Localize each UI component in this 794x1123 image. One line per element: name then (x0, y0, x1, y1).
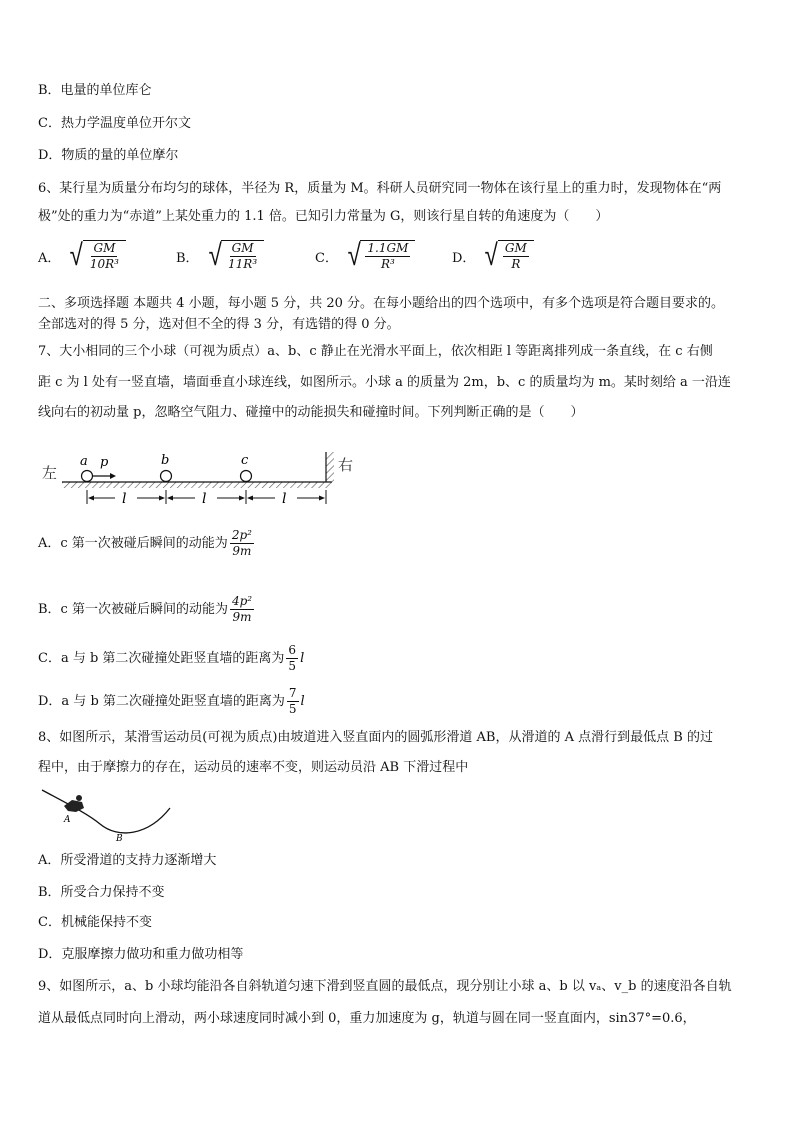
section2-heading-line1: 二、多项选择题 本题共 4 小题，每小题 5 分，共 20 分。在每小题给出的四个选项中，有多个选项是符合题目要求的。 (38, 296, 725, 311)
option-prev-b: B．电量的单位库仑 (38, 83, 152, 98)
ball-c (241, 471, 252, 482)
q6-option-c: C． √ $\frac{1.1GM}{\text{R³}}$ (315, 240, 415, 272)
q7-stem-line2: 距 c 为 l 处有一竖直墙，墙面垂直小球连线，如图所示。小球 a 的质量为 2m，b、c 的质量均为 m。某时刻给 a 一沿连 (38, 375, 731, 390)
q8-option-a: A．所受滑道的支持力逐渐增大 (38, 853, 217, 868)
momentum-label: p (100, 455, 109, 470)
q7-stem-line3: 线向右的初动量 p，忽略空气阻力、碰撞中的动能损失和碰撞时间。下列判断正确的是（ ） (38, 405, 584, 420)
q8-option-d: D．克服摩擦力做功和重力做功相等 (38, 947, 244, 962)
ball-b-label: b (161, 453, 170, 468)
spacing-label-1: l (122, 491, 127, 507)
q7-fig-left-label: 左 (42, 464, 58, 482)
q8-stem-line1: 8、如图所示，某滑雪运动员(可视为质点)由坡道进入竖直面内的圆弧形滑道 AB，从滑道的 A 点滑行到最低点 B 的过 (38, 730, 713, 745)
spacing-label-3: l (282, 491, 287, 507)
q8-figure-ski-slope (38, 784, 178, 842)
q7-option-c: C．a 与 b 第二次碰撞处距竖直墙的距离为 $\frac{6}{5}$ l (38, 643, 305, 673)
ball-b (161, 471, 172, 482)
q7-option-a: A．c 第一次被碰后瞬间的动能为 $\frac{\text{2p²}}{9m}$ (38, 528, 252, 558)
section2-heading-line2: 全部选对的得 5 分，选对但不全的得 3 分，有选错的得 0 分。 (38, 317, 400, 332)
q8-stem-line2: 程中，由于摩擦力的存在，运动员的速率不变，则运动员沿 AB 下滑过程中 (38, 760, 469, 775)
q9-stem-line2: 道从最低点同时向上滑动，两小球速度同时减小到 0，重力加速度为 g，轨道与圆在同一竖直面内，sin37°=0.6， (38, 1011, 696, 1026)
q7-option-d: D．a 与 b 第二次碰撞处距竖直墙的距离为 $\frac{7}{5}$ l (38, 686, 305, 716)
ball-a (82, 471, 93, 482)
ball-c-label: c (241, 453, 249, 468)
q9-stem-line1: 9、如图所示，a、b 小球均能沿各自斜轨道匀速下滑到竖直圆的最低点，现分别让小球 a、b 以 vₐ、v_b 的速度沿各自轨 (38, 979, 732, 994)
q8-option-b: B．所受合力保持不变 (38, 885, 165, 900)
q6-option-a: A． √ $\frac{GM}{\text{10R³}}$ (38, 240, 126, 272)
q8-fig-point-a: A (64, 815, 71, 825)
q6-stem-line1: 6、某行星为质量分布均匀的球体，半径为 R，质量为 M。科研人员研究同一物体在该行星上的重力时，发现物体在“两 (38, 181, 722, 196)
q7-option-b: B．c 第一次被碰后瞬间的动能为 $\frac{\text{4p²}}{9m}$ (38, 594, 253, 624)
q7-stem-line1: 7、大小相同的三个小球（可视为质点）a、b、c 静止在光滑水平面上，依次相距 l 等距离排列成一条直线，在 c 右侧 (38, 344, 713, 359)
q8-fig-point-b: B (116, 834, 123, 842)
q6-option-b: B． √ $\frac{GM}{\text{11R³}}$ (176, 240, 264, 272)
q7-figure-balls-wall (40, 448, 370, 508)
spacing-label-2: l (202, 491, 207, 507)
option-prev-d: D．物质的量的单位摩尔 (38, 148, 179, 163)
option-prev-c: C．热力学温度单位开尔文 (38, 116, 191, 131)
q7-fig-right-label: 右 (338, 456, 354, 474)
q8-option-c: C．机械能保持不变 (38, 915, 152, 930)
ball-a-label: a (80, 454, 88, 469)
q6-stem-line2: 极”处的重力为“赤道”上某处重力的 1.1 倍。已知引力常量为 G，则该行星自转的角速度为（ ） (38, 209, 609, 224)
q6-option-d: D． √ $\frac{GM}{R}$ (452, 240, 534, 272)
